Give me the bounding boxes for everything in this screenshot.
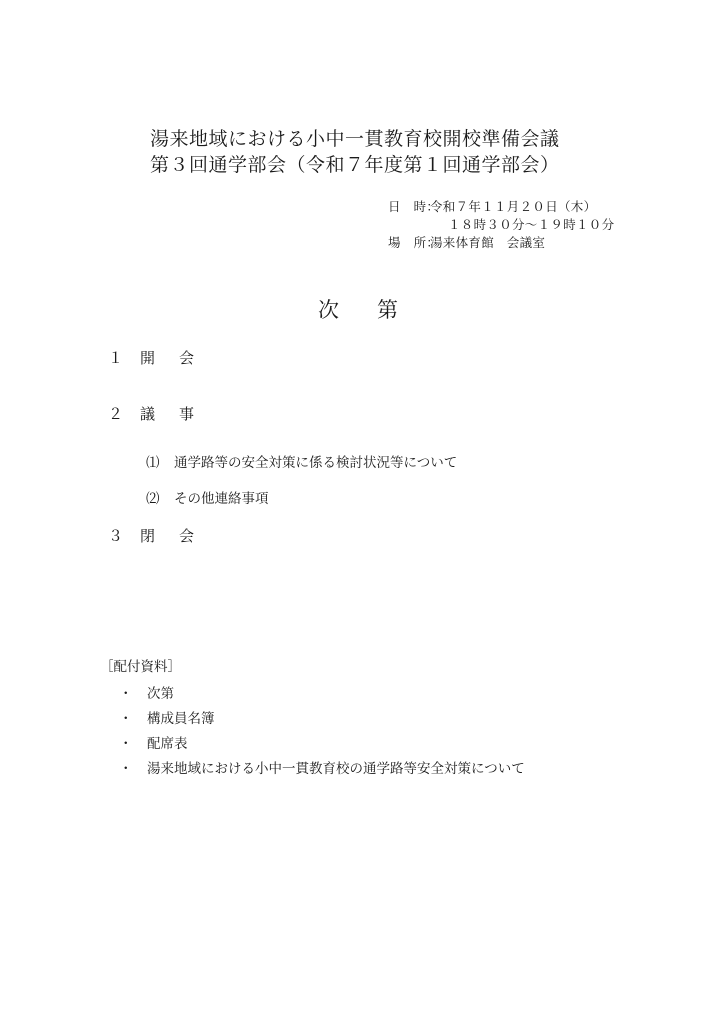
- place-label: 場 所：: [388, 235, 440, 250]
- list-item: [119, 707, 215, 727]
- section-label: 開会: [140, 349, 219, 367]
- agenda-item: [146, 451, 457, 471]
- date-label: 日 時：: [388, 199, 440, 214]
- agenda-item: [146, 487, 269, 507]
- list-item: [119, 732, 188, 752]
- bullet: ・: [119, 761, 133, 777]
- handout-text: 湯来地域における小中一貫教育校の通学路等安全対策について: [147, 761, 525, 777]
- document-title-line-1: 湯来地域における小中一貫教育校開校準備会議: [150, 128, 560, 150]
- time-value: １８時３０分～１９時１０分: [448, 217, 615, 232]
- bullet: ・: [119, 686, 133, 702]
- section-label: 議事: [140, 405, 219, 423]
- agenda-title: 次第: [318, 298, 436, 322]
- item-number: ⑴: [146, 455, 160, 471]
- handout-text: 配席表: [147, 736, 188, 752]
- agenda-section-closing: [108, 525, 218, 546]
- agenda-section-proceedings: [108, 403, 218, 424]
- section-label: 閉会: [140, 527, 219, 545]
- item-text: その他連絡事項: [174, 491, 269, 507]
- item-number: ⑵: [146, 491, 160, 507]
- handout-text: 構成員名簿: [147, 711, 215, 727]
- agenda-section-opening: [108, 347, 218, 368]
- handouts-heading: ［配付資料］: [100, 659, 181, 675]
- place-value: 湯来体育館 会議室: [430, 235, 546, 250]
- section-number: ３: [108, 527, 124, 545]
- handout-text: 次第: [147, 686, 174, 702]
- document-title-line-2: 第３回通学部会（令和７年度第１回通学部会）: [150, 154, 560, 176]
- list-item: [119, 682, 174, 702]
- section-number: ２: [108, 405, 124, 423]
- bullet: ・: [119, 736, 133, 752]
- bullet: ・: [119, 711, 133, 727]
- section-number: １: [108, 349, 124, 367]
- date-value: 令和７年１１月２０日（木）: [430, 199, 597, 214]
- item-text: 通学路等の安全対策に係る検討状況等について: [174, 455, 458, 471]
- list-item: [119, 757, 525, 777]
